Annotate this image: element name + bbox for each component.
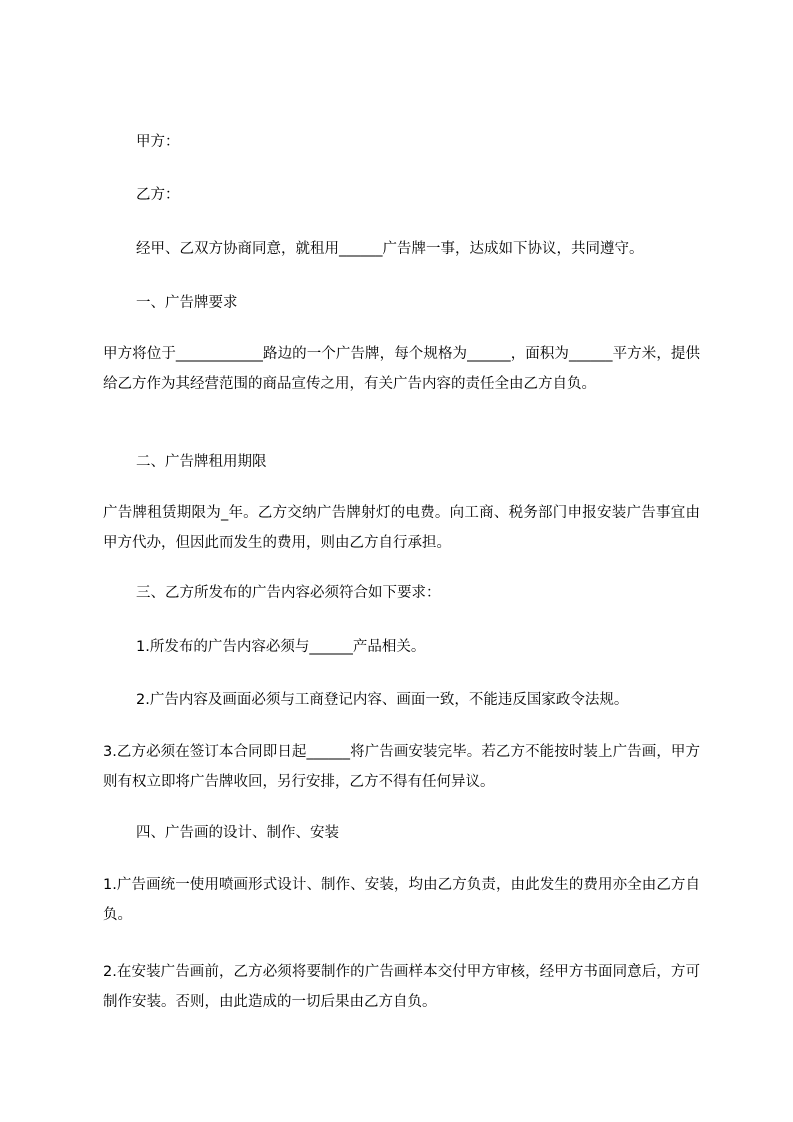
- section4-item2: 2.在安装广告画前，乙方必须将要制作的广告画样本交付甲方审核，经甲方书面同意后，方可制作安装。否则，由此造成的一切后果由乙方自负。: [103, 964, 700, 1010]
- section4-heading: 四、广告画的设计、制作、安装: [136, 825, 339, 841]
- section3-item2: 2.广告内容及画面必须与工商登记内容、画面一致，不能违反国家政令法规。: [136, 692, 629, 708]
- intro-paragraph: 经甲、乙双方协商同意，就租用______广告牌一事，达成如下协议，共同遵守。: [136, 241, 644, 257]
- section1-paragraph: 甲方将位于____________路边的一个广告牌，每个规格为______，面积为______平方米，提供给乙方作为其经营范围的商品宣传之用，有关广告内容的责任全由乙方自负。: [103, 346, 700, 392]
- section4-item1: 1.广告画统一使用喷画形式设计、制作、安装，均由乙方负责，由此发生的费用亦全由乙方自负。: [103, 877, 700, 923]
- party-a-label: 甲方：: [136, 134, 180, 150]
- section2-heading: 二、广告牌租用期限: [136, 454, 267, 470]
- party-b-label: 乙方：: [136, 187, 180, 203]
- section3-item1: 1.所发布的广告内容必须与______产品相关。: [136, 639, 426, 655]
- section2-paragraph: 广告牌租赁期限为_年。乙方交纳广告牌射灯的电费。向工商、税务部门申报安装广告事宜由甲方代办，但因此而发生的费用，则由乙方自行承担。: [103, 505, 700, 551]
- section1-heading: 一、广告牌要求: [136, 295, 238, 311]
- section3-item3: 3.乙方必须在签订本合同即日起______将广告画安装完毕。若乙方不能按时装上广告画，甲方则有权立即将广告牌收回，另行安排，乙方不得有任何异议。: [103, 744, 700, 790]
- section3-heading: 三、乙方所发布的广告内容必须符合如下要求：: [136, 585, 441, 601]
